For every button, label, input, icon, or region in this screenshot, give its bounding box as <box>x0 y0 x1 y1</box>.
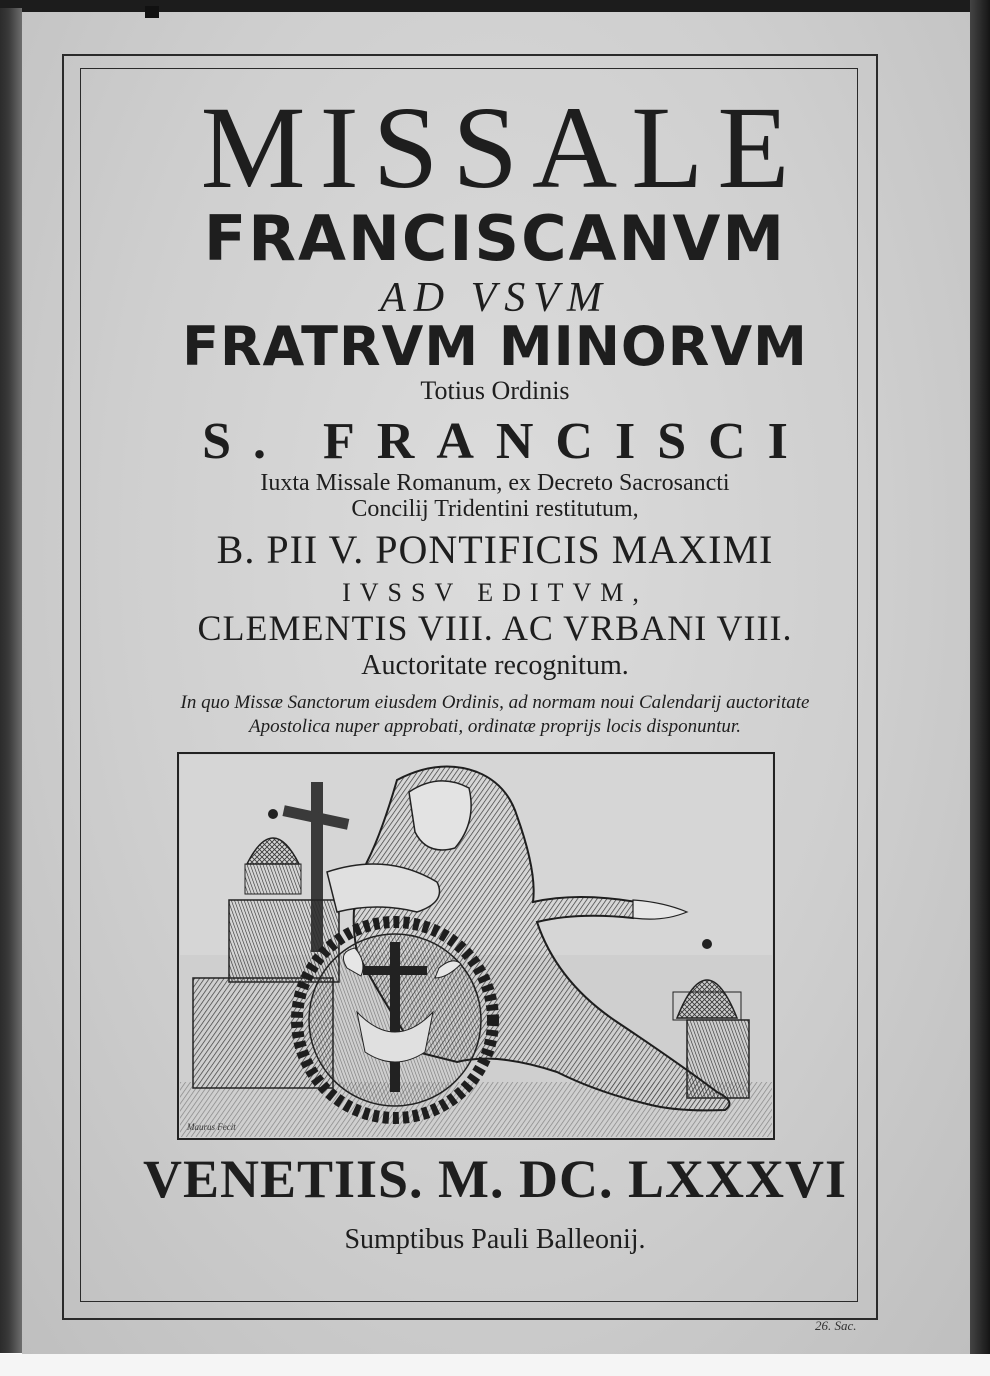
engraver-signature: Maurus Fecit <box>187 1122 236 1132</box>
title-iussu-editum: IVSSV EDITVM, <box>342 578 648 607</box>
note-line-2: Apostolica nuper approbati, ordinatæ proprijs locis disponuntur. <box>249 716 741 737</box>
title-ad-usum: AD VSVM <box>380 275 610 321</box>
allegorical-engraving <box>177 752 775 1140</box>
title-clementis: CLEMENTIS VIII. AC VRBANI VIII. <box>197 608 793 648</box>
title-missale: MISSALE <box>200 82 804 213</box>
photo-tab <box>145 6 159 18</box>
title-pii-v: B. PII V. PONTIFICIS MAXIMI <box>216 527 774 572</box>
subtitle-concilij: Concilij Tridentini restitutum, <box>351 496 639 522</box>
note-line-1: In quo Missæ Sanctorum eiusdem Ordinis, ad normam noui Calendarij auctoritate <box>180 692 810 713</box>
title-auctoritate: Auctoritate recognitum. <box>361 650 629 681</box>
archive-reference: 26. Sac. <box>815 1318 857 1333</box>
photo-edge-bottom <box>0 1354 990 1376</box>
title-s-francisci: S. FRANCISCI <box>202 413 810 470</box>
title-fratrum-minorum: FRATRVM MINORVM <box>182 315 808 378</box>
title-totius-ordinis: Totius Ordinis <box>420 376 570 405</box>
title-franciscanum: FRANCISCANVM <box>203 202 787 275</box>
subtitle-iuxta: Iuxta Missale Romanum, ex Decreto Sacrosancti <box>260 470 730 496</box>
imprint-publisher: Sumptibus Pauli Balleonij. <box>344 1224 646 1255</box>
imprint-place-date: VENETIIS. M. DC. LXXXVI <box>142 1149 848 1209</box>
